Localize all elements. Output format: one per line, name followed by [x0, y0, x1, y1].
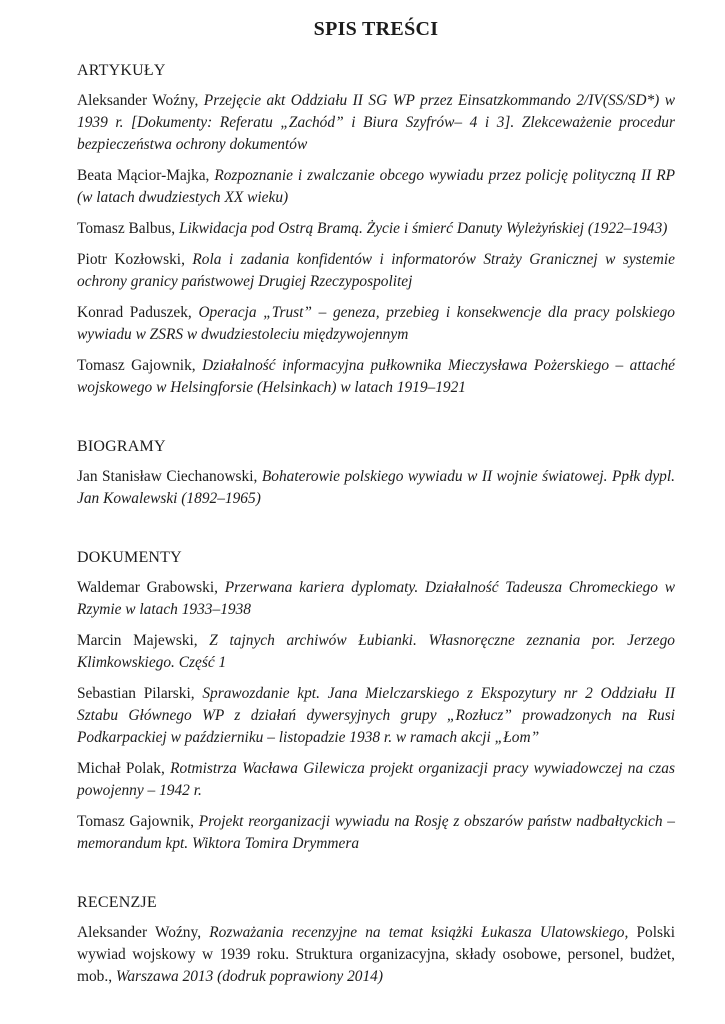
entry-author: Sebastian Pilarski, — [77, 685, 195, 702]
toc-entry — [77, 218, 675, 240]
section-artykuly — [77, 60, 675, 399]
entry-author: Marcin Majewski, — [77, 632, 198, 649]
entry-title: Projekt reorganizacji wywiadu na Rosję z obszarów państw nadbałtyckich – memorandum kpt. Wiktora Tomira Drymmera — [77, 813, 675, 852]
entry-title: Działalność informacyjna pułkownika Mieczysława Pożerskiego – attaché wojskowego w Helsingforsie (Helsinkach) w latach 1919–1921 — [77, 357, 675, 396]
entry-author: Tomasz Balbus, — [77, 220, 176, 237]
table-of-contents-page — [77, 0, 675, 988]
entry-author: Beata Mącior-Majka, — [77, 167, 210, 184]
toc-entry — [77, 922, 675, 988]
toc-entry — [77, 466, 675, 510]
entry-author: Aleksander Woźny, — [77, 924, 202, 941]
toc-entry — [77, 90, 675, 156]
toc-entry — [77, 577, 675, 621]
toc-entry — [77, 683, 675, 749]
entry-title: Operacja „Trust” – geneza, przebieg i konsekwencje dla pracy polskiego wywiadu w ZSRS w dwudziestoleciu międzywojennym — [77, 304, 675, 343]
entry-publication-info: Warszawa 2013 (dodruk poprawiony 2014) — [115, 968, 383, 985]
entry-title: Przerwana kariera dyplomaty. Działalność Tadeusza Chromeckiego w Rzymie w latach 1933–1938 — [77, 579, 675, 618]
entry-reviewed-book: Polski wywiad wojskowy w 1939 roku. Struktura organizacyjna, składy osobowe, personel, budżet, mob., — [77, 924, 675, 985]
toc-entry — [77, 758, 675, 802]
section-heading: RECENZJE — [77, 894, 157, 911]
entry-author: Tomasz Gajownik, — [77, 357, 196, 374]
section-recenzje — [77, 892, 675, 988]
entry-title: Przejęcie akt Oddziału II SG WP przez Einsatzkommando 2/IV(SS/SD*) w 1939 r. [Dokumenty: Referatu „Zachód” i Biura Szyfrów– 4 i 3]. Zlekceważenie procedur bezpieczeństwa ochrony dokumentów — [77, 92, 675, 153]
entry-author: Aleksander Woźny, — [77, 92, 199, 109]
section-heading: BIOGRAMY — [77, 438, 166, 455]
toc-entry — [77, 249, 675, 293]
entry-title: Z tajnych archiwów Łubianki. Własnoręczne zeznania por. Jerzego Klimkowskiego. Część 1 — [77, 632, 675, 671]
toc-entry — [77, 355, 675, 399]
section-heading: ARTYKUŁY — [77, 62, 166, 79]
entry-author: Michał Polak, — [77, 760, 165, 777]
entry-author: Tomasz Gajownik, — [77, 813, 194, 830]
section-dokumenty — [77, 547, 675, 855]
page-title: SPIS TREŚCI — [313, 18, 439, 40]
toc-entry — [77, 630, 675, 674]
section-heading: DOKUMENTY — [77, 549, 182, 566]
toc-entry — [77, 811, 675, 855]
entry-author: Waldemar Grabowski, — [77, 579, 218, 596]
entry-title: Rozpoznanie i zwalczanie obcego wywiadu przez policję polityczną II RP (w latach dwudziestych XX wieku) — [77, 167, 675, 206]
entry-title: Rotmistrza Wacława Gilewicza projekt organizacji pracy wywiadowczej na czas powojenny – 1942 r. — [77, 760, 675, 799]
entry-title: Rola i zadania konfidentów i informatorów Straży Granicznej w systemie ochrony granicy państwowej Drugiej Rzeczypospolitej — [77, 251, 675, 290]
toc-entry — [77, 302, 675, 346]
entry-title: Rozważania recenzyjne na temat książki Łukasza Ulatowskiego, — [209, 924, 629, 941]
entry-title: Bohaterowie polskiego wywiadu w II wojnie światowej. Ppłk dypl. Jan Kowalewski (1892–1965) — [77, 468, 675, 507]
section-biogramy — [77, 436, 675, 510]
toc-entry — [77, 165, 675, 209]
entry-title: Likwidacja pod Ostrą Bramą. Życie i śmierć Danuty Wyleżyńskiej (1922–1943) — [178, 220, 668, 237]
entry-title: Sprawozdanie kpt. Jana Mielczarskiego z Ekspozytury nr 2 Oddziału II Sztabu Głównego WP z działań dywersyjnych grupy „Rozłucz” prowadzonych na Rusi Podkarpackiej w październiku – listopadzie 1938 r. w ramach akcji „Łom” — [77, 685, 675, 746]
entry-author: Piotr Kozłowski, — [77, 251, 185, 268]
entry-author: Konrad Paduszek, — [77, 304, 192, 321]
entry-author: Jan Stanisław Ciechanowski, — [77, 468, 258, 485]
